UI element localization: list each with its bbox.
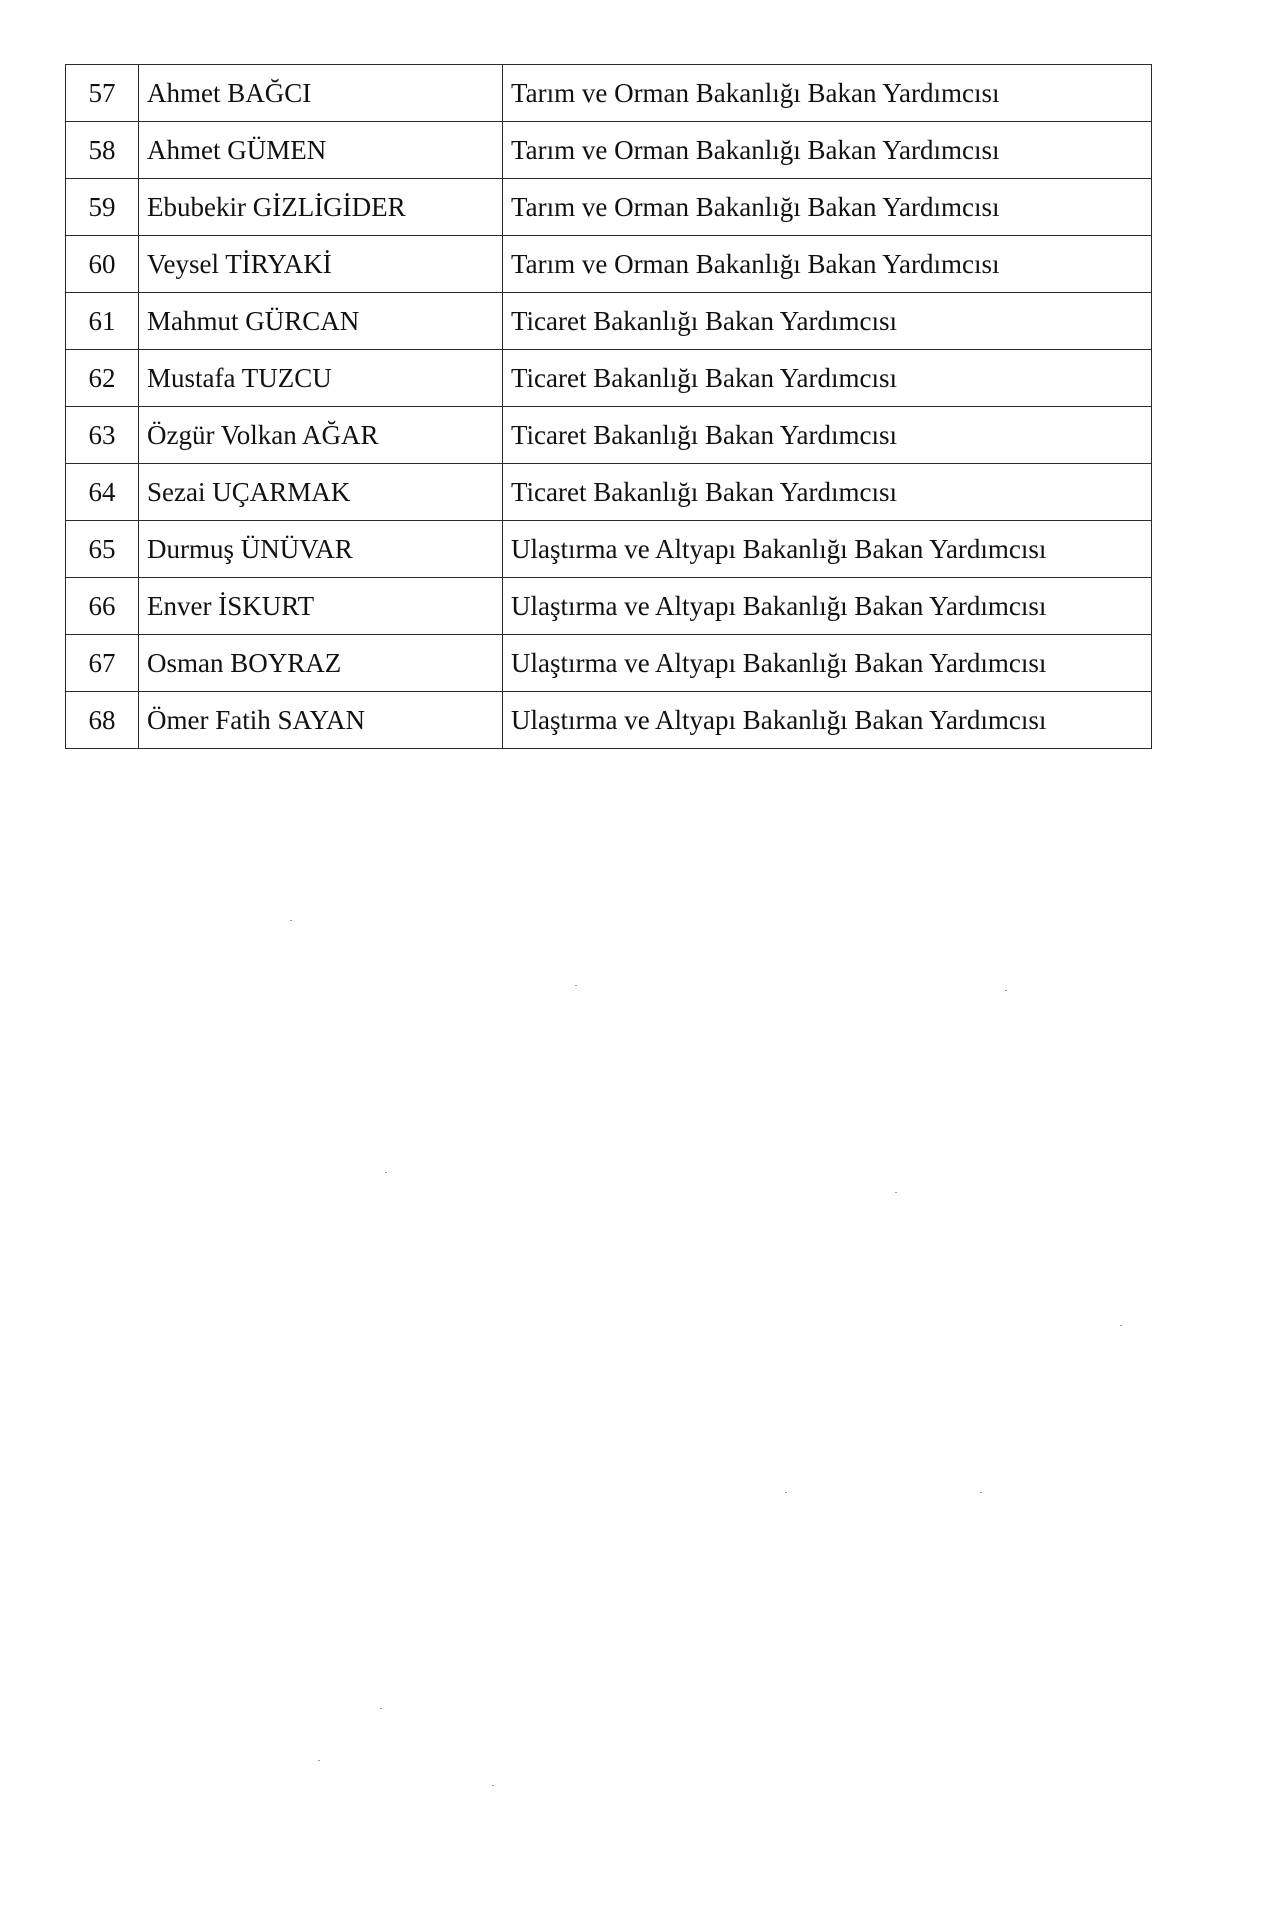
position-title: Ulaştırma ve Altyapı Bakanlığı Bakan Yardımcısı xyxy=(503,692,1152,749)
position-title: Tarım ve Orman Bakanlığı Bakan Yardımcısı xyxy=(503,179,1152,236)
scan-speck xyxy=(1120,1325,1122,1326)
row-number: 66 xyxy=(66,578,139,635)
position-title: Ulaştırma ve Altyapı Bakanlığı Bakan Yardımcısı xyxy=(503,521,1152,578)
scan-speck xyxy=(785,1492,787,1493)
scan-speck xyxy=(385,1172,387,1173)
scan-speck xyxy=(492,1785,494,1786)
row-number: 65 xyxy=(66,521,139,578)
row-number: 62 xyxy=(66,350,139,407)
row-number: 68 xyxy=(66,692,139,749)
scan-speck xyxy=(895,1192,897,1193)
row-number: 59 xyxy=(66,179,139,236)
person-name: Osman BOYRAZ xyxy=(139,635,503,692)
row-number: 64 xyxy=(66,464,139,521)
position-title: Tarım ve Orman Bakanlığı Bakan Yardımcısı xyxy=(503,236,1152,293)
table-row xyxy=(66,236,1152,293)
row-number: 63 xyxy=(66,407,139,464)
scan-speck xyxy=(380,1708,382,1709)
scan-speck xyxy=(575,985,577,986)
position-title: Tarım ve Orman Bakanlığı Bakan Yardımcısı xyxy=(503,122,1152,179)
scan-speck xyxy=(318,1760,320,1761)
person-name: Ömer Fatih SAYAN xyxy=(139,692,503,749)
position-title: Ulaştırma ve Altyapı Bakanlığı Bakan Yardımcısı xyxy=(503,635,1152,692)
person-name: Sezai UÇARMAK xyxy=(139,464,503,521)
person-name: Durmuş ÜNÜVAR xyxy=(139,521,503,578)
person-name: Ebubekir GİZLİGİDER xyxy=(139,179,503,236)
row-number: 57 xyxy=(66,65,139,122)
person-name: Mustafa TUZCU xyxy=(139,350,503,407)
person-name: Mahmut GÜRCAN xyxy=(139,293,503,350)
table-row xyxy=(66,65,1152,122)
table-row xyxy=(66,350,1152,407)
row-number: 61 xyxy=(66,293,139,350)
table-row xyxy=(66,464,1152,521)
scan-speck xyxy=(1005,990,1007,991)
table-row xyxy=(66,692,1152,749)
scan-speck xyxy=(980,1492,982,1493)
appointments-table xyxy=(65,64,1152,749)
position-title: Ticaret Bakanlığı Bakan Yardımcısı xyxy=(503,293,1152,350)
scan-speck xyxy=(290,920,292,921)
position-title: Ticaret Bakanlığı Bakan Yardımcısı xyxy=(503,407,1152,464)
person-name: Özgür Volkan AĞAR xyxy=(139,407,503,464)
row-number: 67 xyxy=(66,635,139,692)
person-name: Ahmet BAĞCI xyxy=(139,65,503,122)
table-row xyxy=(66,578,1152,635)
position-title: Ticaret Bakanlığı Bakan Yardımcısı xyxy=(503,350,1152,407)
row-number: 60 xyxy=(66,236,139,293)
person-name: Ahmet GÜMEN xyxy=(139,122,503,179)
position-title: Tarım ve Orman Bakanlığı Bakan Yardımcısı xyxy=(503,65,1152,122)
table-row xyxy=(66,521,1152,578)
position-title: Ulaştırma ve Altyapı Bakanlığı Bakan Yardımcısı xyxy=(503,578,1152,635)
table-row xyxy=(66,407,1152,464)
position-title: Ticaret Bakanlığı Bakan Yardımcısı xyxy=(503,464,1152,521)
table-row xyxy=(66,122,1152,179)
row-number: 58 xyxy=(66,122,139,179)
person-name: Veysel TİRYAKİ xyxy=(139,236,503,293)
table-row xyxy=(66,635,1152,692)
table-row xyxy=(66,179,1152,236)
person-name: Enver İSKURT xyxy=(139,578,503,635)
table-row xyxy=(66,293,1152,350)
